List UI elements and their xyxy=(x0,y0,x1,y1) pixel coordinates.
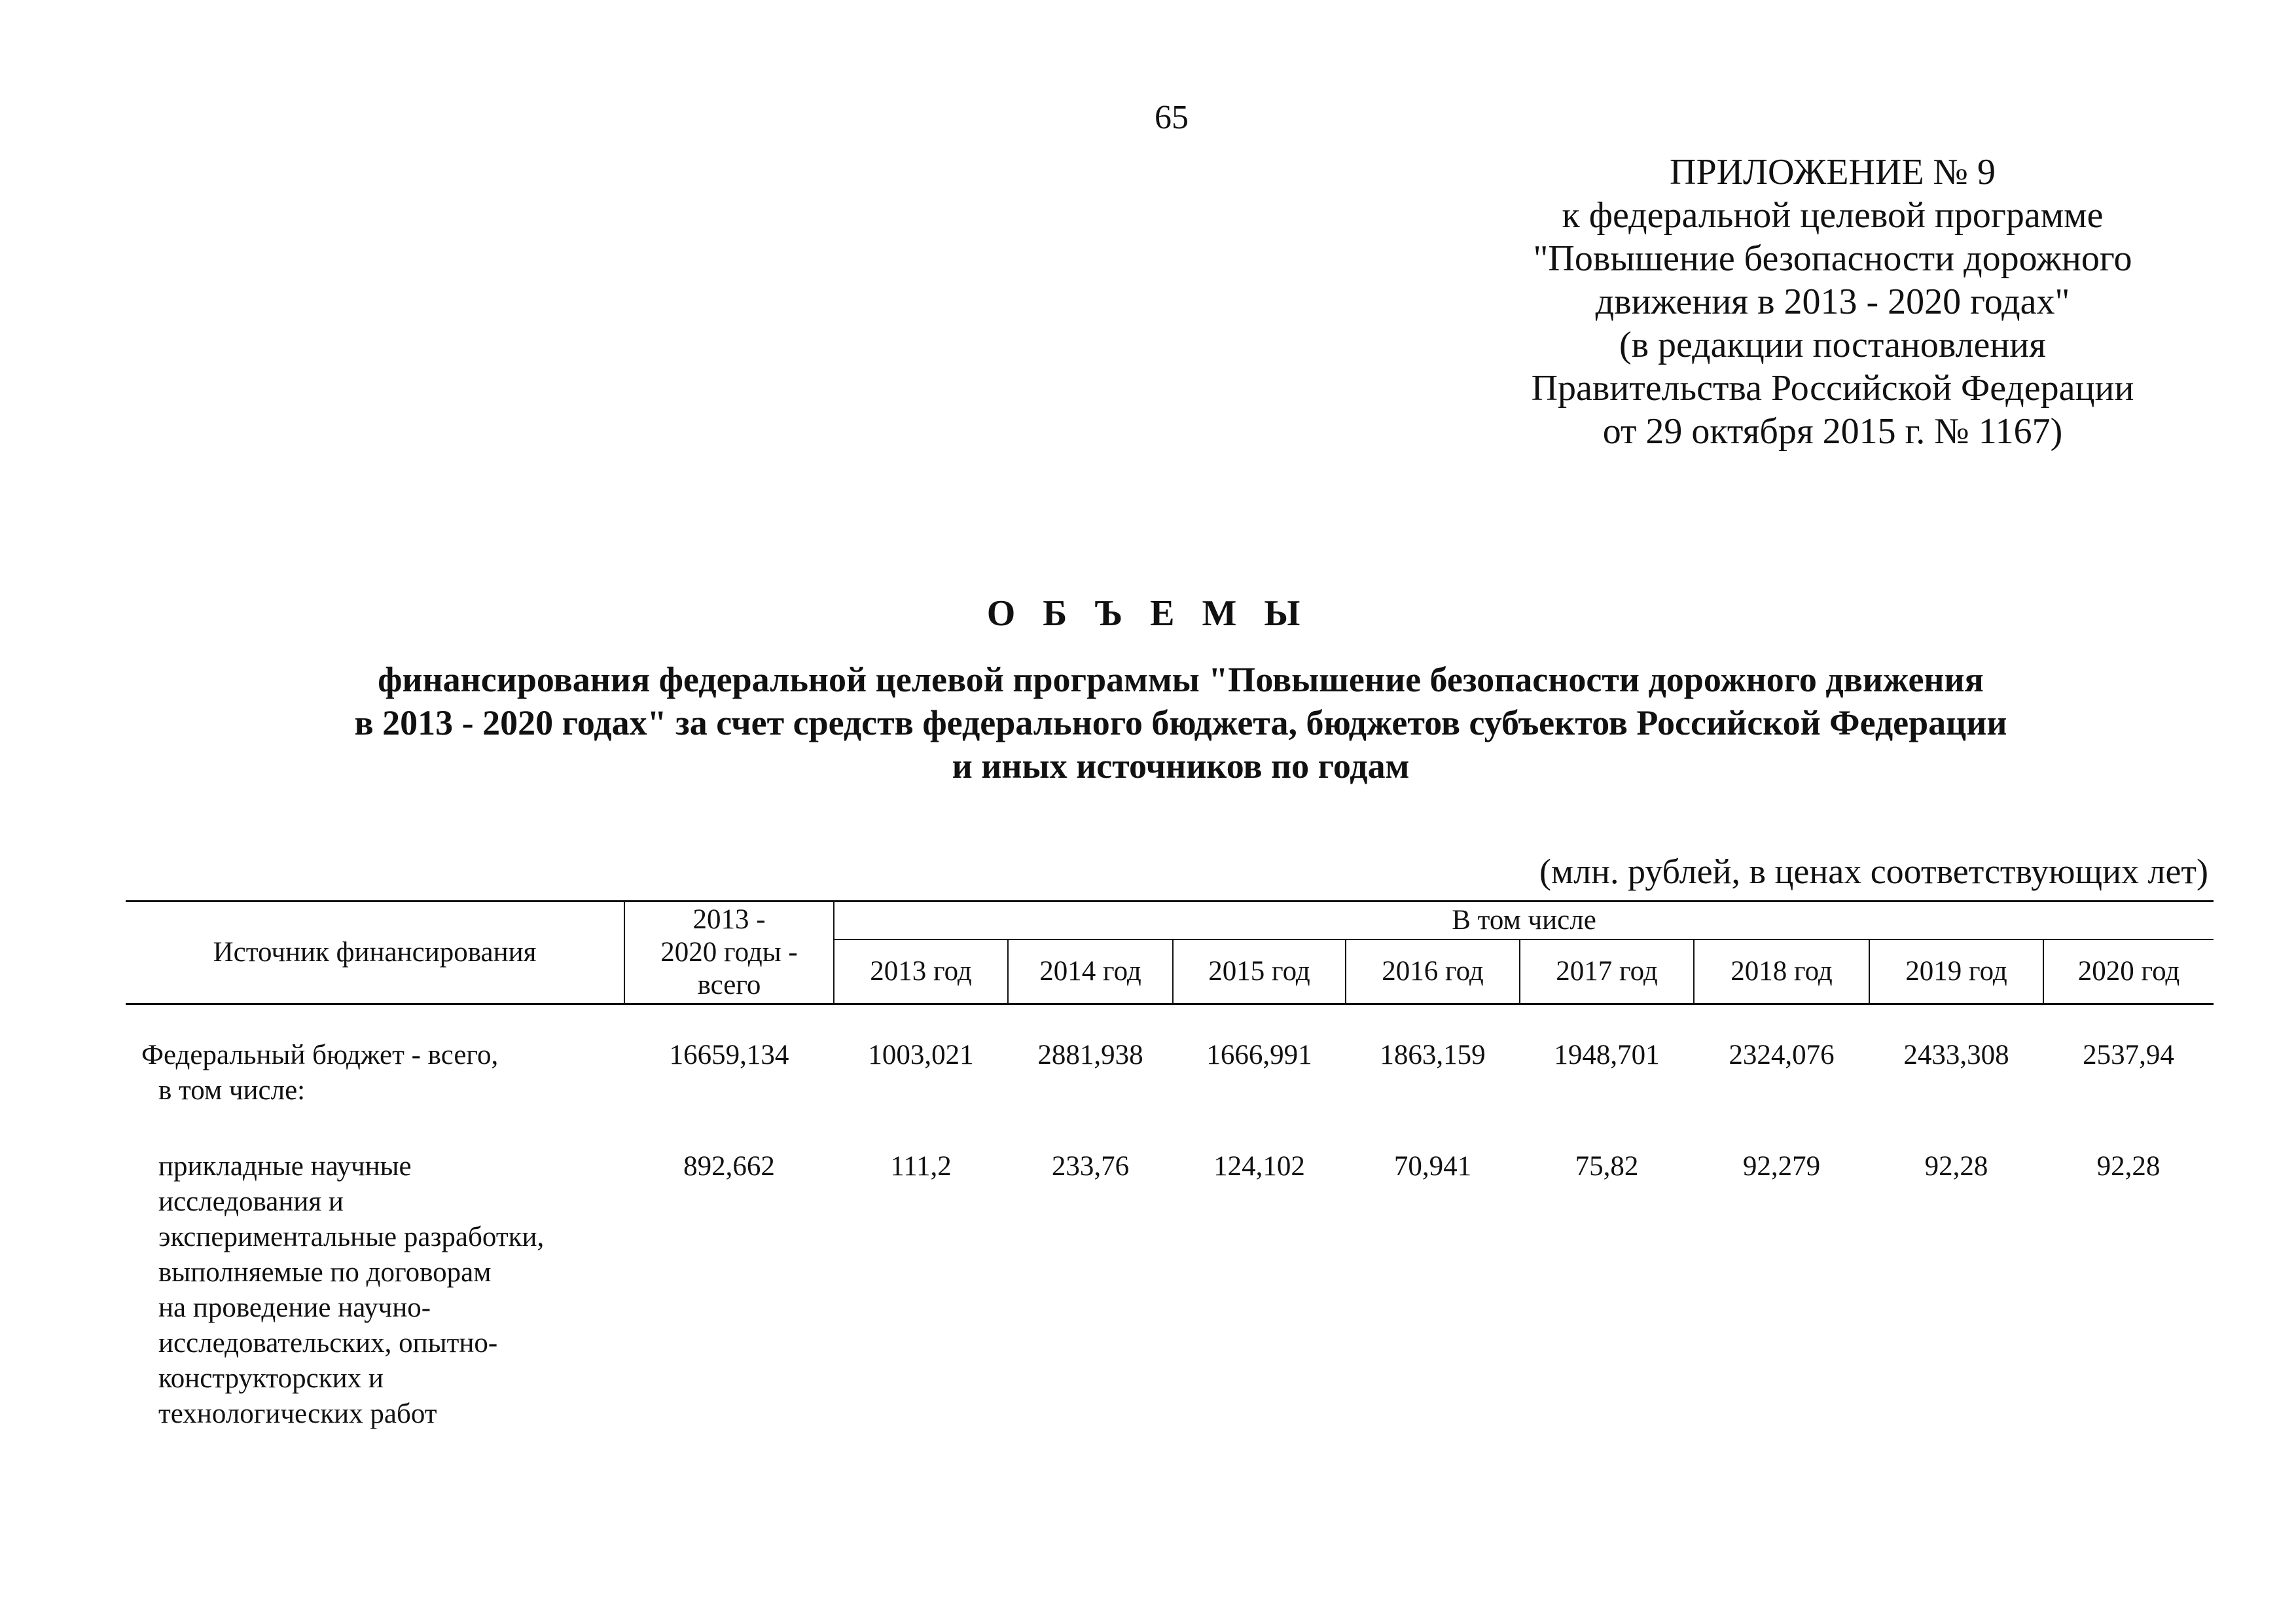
financing-table xyxy=(126,900,2214,1432)
row-value: 92,28 xyxy=(2096,1151,2161,1182)
header-year: 2014 год xyxy=(1008,939,1173,1004)
document-title: О Б Ъ Е М Ы xyxy=(986,593,1310,634)
header-year: 2016 год xyxy=(1346,939,1520,1004)
row-value: 1003,021 xyxy=(868,1040,974,1070)
header-total-line: 2013 - xyxy=(692,904,766,935)
appendix-header xyxy=(1473,151,2193,453)
appendix-line: движения в 2013 - 2020 годах" xyxy=(1595,282,2070,322)
appendix-line: (в редакции постановления xyxy=(1619,325,2047,365)
document-subtitle xyxy=(199,658,2162,788)
appendix-title: ПРИЛОЖЕНИЕ № 9 xyxy=(1670,152,1996,192)
row-value: 2537,94 xyxy=(2083,1040,2174,1070)
page-number: 65 xyxy=(1155,99,1189,136)
row-source-line: на проведение научно- xyxy=(158,1292,431,1323)
row-value: 124,102 xyxy=(1213,1151,1305,1182)
header-including: В том числе xyxy=(834,902,2214,940)
appendix-line: Правительства Российской Федерации xyxy=(1531,368,2134,409)
subtitle-line: финансирования федеральной целевой программы "Повышение безопасности дорожного движения xyxy=(378,660,1984,699)
appendix-line: к федеральной целевой программе xyxy=(1562,195,2104,236)
row-source-line: в том числе: xyxy=(158,1075,306,1106)
row-source-line: исследовательских, опытно- xyxy=(158,1328,498,1359)
header-year: 2013 год xyxy=(834,939,1008,1004)
header-source: Источник финансирования xyxy=(126,902,624,1004)
row-value: 92,28 xyxy=(1924,1151,1988,1182)
row-source-line: конструкторских и xyxy=(158,1363,384,1394)
table-header xyxy=(126,902,2214,1004)
row-value: 111,2 xyxy=(890,1151,952,1182)
subtitle-line: в 2013 - 2020 годах" за счет средств федерального бюджета, бюджетов субъектов Российской Федерации xyxy=(354,703,2007,742)
row-value: 2881,938 xyxy=(1037,1040,1143,1070)
row-source xyxy=(126,1004,624,1109)
appendix-line: "Повышение безопасности дорожного xyxy=(1533,238,2132,279)
row-value: 233,76 xyxy=(1051,1151,1130,1182)
row-source-line: исследования и xyxy=(158,1186,344,1217)
units-note: (млн. рублей, в ценах соответствующих лет) xyxy=(1539,852,2208,891)
financing-table-container xyxy=(126,900,2214,1432)
row-value: 1948,701 xyxy=(1554,1040,1660,1070)
row-value: 70,941 xyxy=(1393,1151,1472,1182)
header-year: 2020 год xyxy=(2043,939,2214,1004)
row-source-line: технологических работ xyxy=(158,1398,437,1429)
row-source-line: экспериментальные разработки, xyxy=(158,1222,545,1252)
row-value: 2324,076 xyxy=(1729,1040,1835,1070)
header-total-line: 2020 годы - xyxy=(660,937,798,968)
row-value: 1666,991 xyxy=(1206,1040,1312,1070)
row-value: 75,82 xyxy=(1575,1151,1639,1182)
row-source xyxy=(126,1108,624,1432)
row-total: 16659,134 xyxy=(669,1040,789,1070)
row-value: 1863,159 xyxy=(1380,1040,1486,1070)
header-year: 2015 год xyxy=(1173,939,1346,1004)
header-year: 2017 год xyxy=(1520,939,1694,1004)
row-value: 2433,308 xyxy=(1903,1040,2009,1070)
header-total xyxy=(624,902,834,1004)
table-row xyxy=(126,1108,2214,1432)
header-total-line: всего xyxy=(697,970,761,1000)
header-year: 2019 год xyxy=(1869,939,2043,1004)
row-source-line: Федеральный бюджет - всего, xyxy=(141,1040,499,1070)
row-total: 892,662 xyxy=(683,1151,775,1182)
row-source-line: прикладные научные xyxy=(158,1151,412,1182)
row-value: 92,279 xyxy=(1742,1151,1821,1182)
table-row xyxy=(126,1004,2214,1109)
header-year: 2018 год xyxy=(1694,939,1869,1004)
appendix-line: от 29 октября 2015 г. № 1167) xyxy=(1602,411,2063,452)
subtitle-line: и иных источников по годам xyxy=(952,746,1410,786)
row-source-line: выполняемые по договорам xyxy=(158,1257,492,1288)
